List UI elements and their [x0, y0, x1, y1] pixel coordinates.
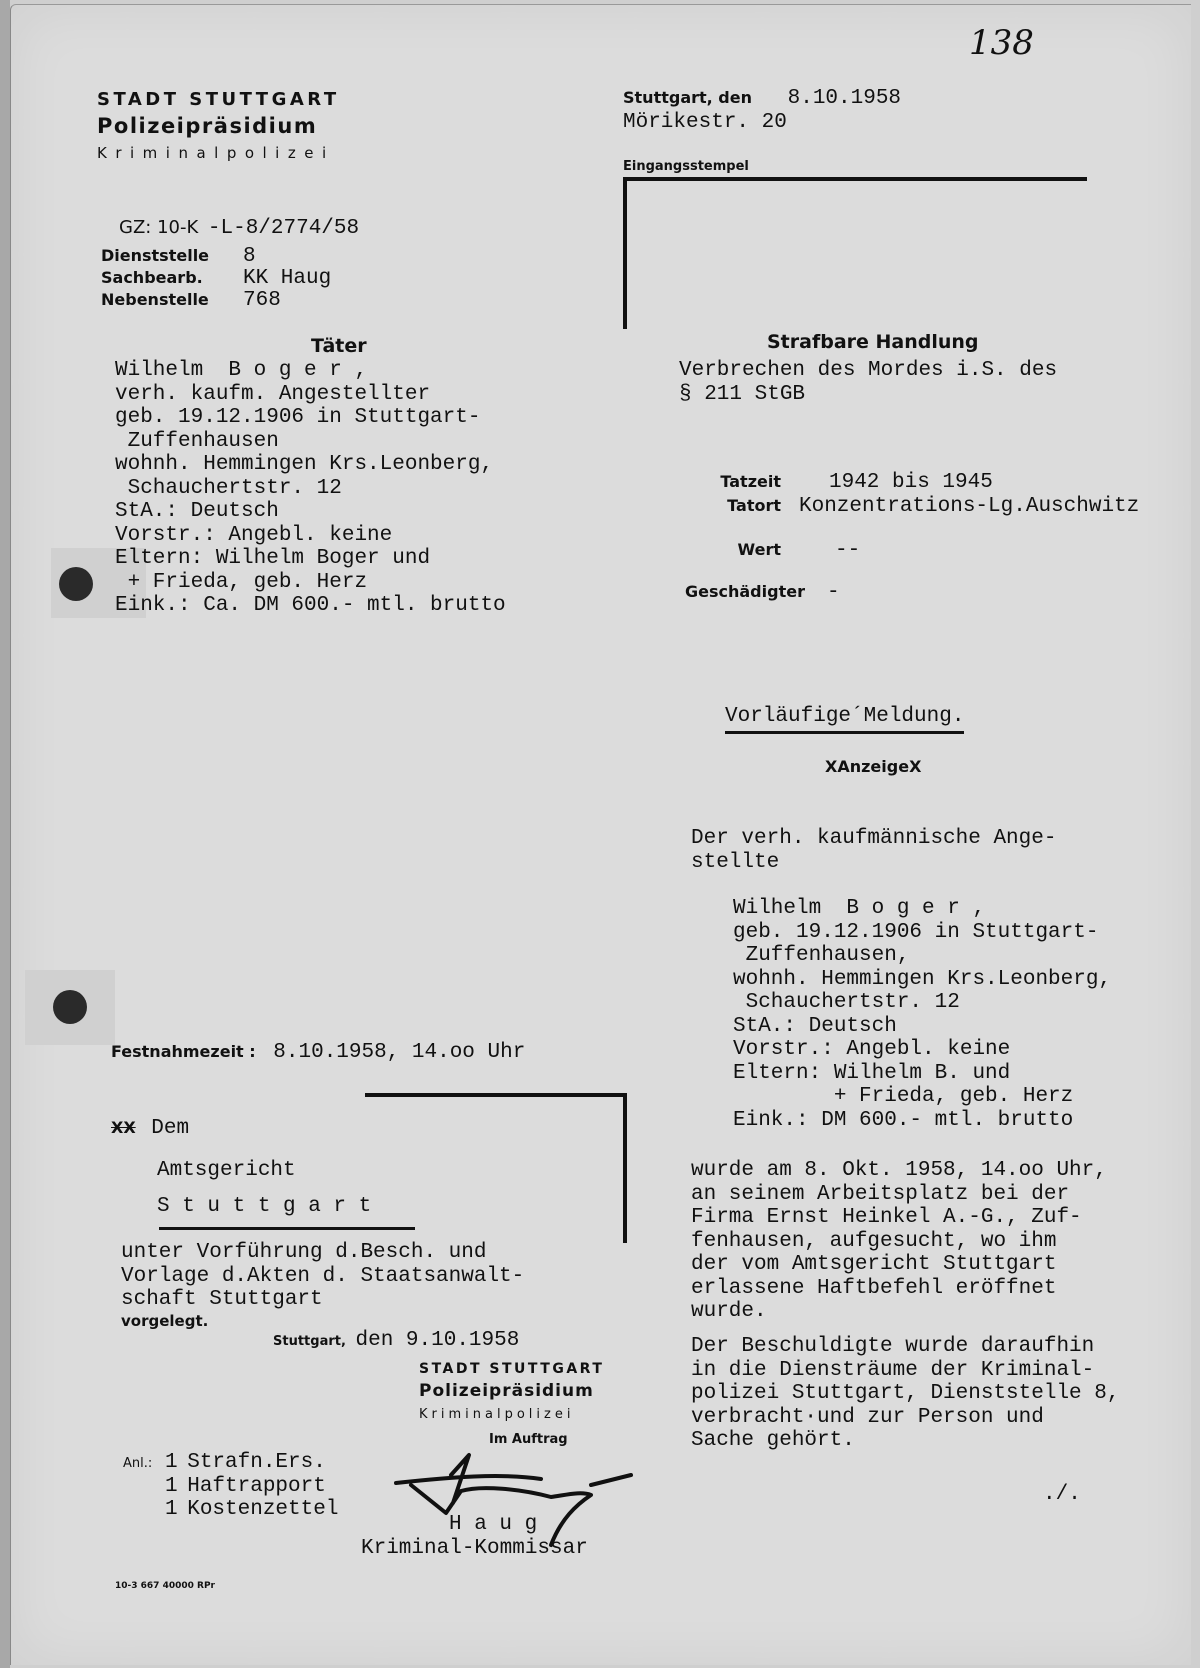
text-line: Wilhelm B o g e r ,: [733, 897, 986, 920]
text-line: verbracht·und zur Person und: [691, 1405, 1044, 1429]
text-line: Schauchertstr. 12: [733, 991, 960, 1014]
text-line: erlassene Haftbefehl eröffnet: [691, 1276, 1057, 1300]
letterhead-city: STADT STUTTGART: [97, 89, 340, 110]
offense-fields: [685, 471, 1140, 605]
reference-fields: [101, 245, 331, 311]
field-value: -: [826, 581, 840, 604]
offense-description: [679, 359, 1057, 406]
field-label: Nebenstelle: [101, 290, 209, 309]
field-value: 8: [243, 245, 256, 268]
form-code: 10-3 667 40000 RPr: [115, 1581, 215, 1591]
continuation-mark: ./.: [1043, 1483, 1081, 1506]
text-line: Schauchertstr. 12: [115, 476, 342, 500]
text-line: stellte: [691, 850, 780, 874]
folio-number: 138: [969, 23, 1034, 63]
text-line: an seinem Arbeitsplatz bei der: [691, 1182, 1070, 1206]
text-line: Zuffenhausen,: [733, 944, 910, 967]
arrest-label: Festnahmezeit :: [111, 1042, 256, 1061]
forwarding-text: [121, 1241, 524, 1330]
text-line: der vom Amtsgericht Stuttgart: [691, 1253, 1057, 1276]
text-line: wohnh. Hemmingen Krs.Leonberg,: [115, 453, 494, 476]
page-edge-strip: [0, 0, 10, 1668]
punch-hole-icon: [59, 567, 93, 601]
perpetrator-details: [115, 359, 506, 618]
text-line: Vorstr.: Angebl. keine: [733, 1038, 1011, 1061]
report-heading: Vorläufige´Meldung.: [725, 705, 964, 734]
letterhead-office: Polizeipräsidium: [419, 1381, 594, 1401]
field-label: Sachbearb.: [101, 268, 203, 287]
by-order-label: Im Auftrag: [489, 1432, 568, 1447]
printed-text: vorgelegt.: [121, 1311, 209, 1330]
text-line: Eltern: Wilhelm Boger und: [115, 547, 431, 570]
forwarding-date: den 9.10.1958: [355, 1329, 520, 1352]
signatory-title: Kriminal-Kommissar: [361, 1537, 588, 1560]
text-line: Eink.: Ca. DM 600.- mtl. brutto: [115, 594, 506, 617]
reference-block: [119, 217, 359, 241]
gz-value: -L-8/2774/58: [207, 217, 360, 240]
recipient-court: Amtsgericht: [157, 1159, 296, 1182]
office-address: Mörikestr. 20: [623, 110, 787, 134]
letterhead-division: Kriminalpolizei: [97, 144, 335, 162]
field-label: Tatzeit: [720, 472, 781, 491]
letterhead: [97, 89, 340, 162]
attachment-qty: 1: [165, 1474, 178, 1498]
report-intro: [691, 827, 1056, 874]
arrest-value: 8.10.1958, 14.oo Uhr: [273, 1041, 526, 1064]
text-line: StA.: Deutsch: [733, 1014, 897, 1038]
recipient-box-right-border: [623, 1093, 627, 1243]
stamp-box-left-border: [623, 177, 627, 329]
field-label: Dienststelle: [101, 246, 210, 265]
text-line: StA.: Deutsch: [115, 500, 279, 523]
place-date: [623, 87, 901, 134]
text-line: geb. 19.12.1906 in Stuttgart-: [115, 406, 481, 429]
text-line: wurde.: [691, 1300, 767, 1323]
offense-title: Strafbare Handlung: [767, 331, 979, 353]
field-value: 768: [243, 289, 281, 312]
document-date: 8.10.1958: [787, 87, 902, 110]
text-line: Der verh. kaufmännische Ange-: [691, 827, 1057, 850]
attachments: [123, 1451, 338, 1522]
document-page: [10, 4, 1191, 1665]
text-line: schaft Stuttgart: [121, 1288, 323, 1311]
text-line: + Frieda, geb. Herz: [115, 570, 368, 594]
field-value: KK Haug: [243, 267, 332, 290]
text-line: Firma Ernst Heinkel A.-G., Zuf-: [691, 1206, 1082, 1229]
text-line: wohnh. Hemmingen Krs.Leonberg,: [733, 967, 1112, 991]
struck-text: XX: [111, 1118, 136, 1137]
footer-letterhead: [419, 1361, 629, 1447]
recipient-box-top-border: [365, 1093, 627, 1097]
stamp-box-label: Eingangsstempel: [623, 159, 749, 174]
attachments-label: Anl.:: [123, 1456, 153, 1471]
attachment-qty: 1: [165, 1498, 178, 1521]
recipient-underline: [159, 1227, 415, 1230]
text-line: + Frieda, geb. Herz: [733, 1085, 1074, 1108]
text-line: Wilhelm B o g e r ,: [115, 359, 368, 382]
text-line: Sache gehört.: [691, 1429, 855, 1452]
report-paragraph-1: [691, 1159, 1107, 1324]
text-line: Eink.: DM 600.- mtl. brutto: [733, 1108, 1074, 1132]
report-paragraph-2: [691, 1335, 1119, 1453]
punch-hole-icon: [53, 990, 87, 1024]
attachment-name: Strafn.Ers.: [187, 1451, 326, 1474]
text-line: fenhausen, aufgesucht, wo ihm: [691, 1229, 1057, 1253]
text-line: wurde am 8. Okt. 1958, 14.oo Uhr,: [691, 1159, 1107, 1182]
field-value: 1942 bis 1945: [829, 471, 993, 494]
field-label: Wert: [737, 540, 781, 559]
attachment-name: Kostenzettel: [187, 1498, 339, 1521]
text-line: Vorstr.: Angebl. keine: [115, 523, 393, 547]
stamp-box-top-border: [623, 177, 1087, 181]
text-line: Zuffenhausen: [115, 429, 279, 453]
arrest-time: [111, 1041, 525, 1065]
struck-word: XAnzeigeX: [825, 757, 922, 776]
field-label: Geschädigter: [685, 582, 805, 601]
perpetrator-title: Täter: [311, 335, 367, 357]
place-label: Stuttgart, den: [623, 88, 752, 107]
text-line: Der Beschuldigte wurde daraufhin: [691, 1335, 1095, 1358]
gz-label: GZ: 10-K: [119, 217, 199, 238]
text-line: Verbrechen des Mordes i.S. des: [679, 359, 1058, 382]
letterhead-city: STADT STUTTGART: [419, 1361, 605, 1377]
recipient-city: S t u t t g a r t: [157, 1195, 372, 1218]
text-line: in die Diensträume der Kriminal-: [691, 1358, 1095, 1382]
text-line: polizei Stuttgart, Dienststelle 8,: [691, 1382, 1120, 1405]
text-line: § 211 StGB: [679, 382, 806, 406]
text-line: geb. 19.12.1906 in Stuttgart-: [733, 920, 1099, 944]
report-person: [733, 897, 1111, 1132]
recipient-line: Dem: [151, 1117, 190, 1140]
letterhead-office: Polizeipräsidium: [97, 114, 318, 138]
recipient: [111, 1117, 189, 1141]
forwarding-place-date: [273, 1329, 519, 1353]
text-line: verh. kaufm. Angestellter: [115, 382, 431, 406]
attachment-name: Haftrapport: [187, 1474, 326, 1498]
attachment-qty: 1: [165, 1451, 178, 1474]
text-line: Vorlage d.Akten d. Staatsanwalt-: [121, 1264, 525, 1288]
text-line: Eltern: Wilhelm B. und: [733, 1061, 1011, 1085]
field-value: --: [835, 539, 861, 562]
text-line: unter Vorführung d.Besch. und: [121, 1241, 487, 1264]
field-label: Tatort: [727, 496, 781, 515]
letterhead-division: Kriminalpolizei: [419, 1407, 575, 1422]
field-value: Konzentrations-Lg.Auschwitz: [799, 495, 1140, 518]
place-label: Stuttgart,: [273, 1334, 346, 1349]
signatory-name: H a u g: [449, 1513, 538, 1536]
